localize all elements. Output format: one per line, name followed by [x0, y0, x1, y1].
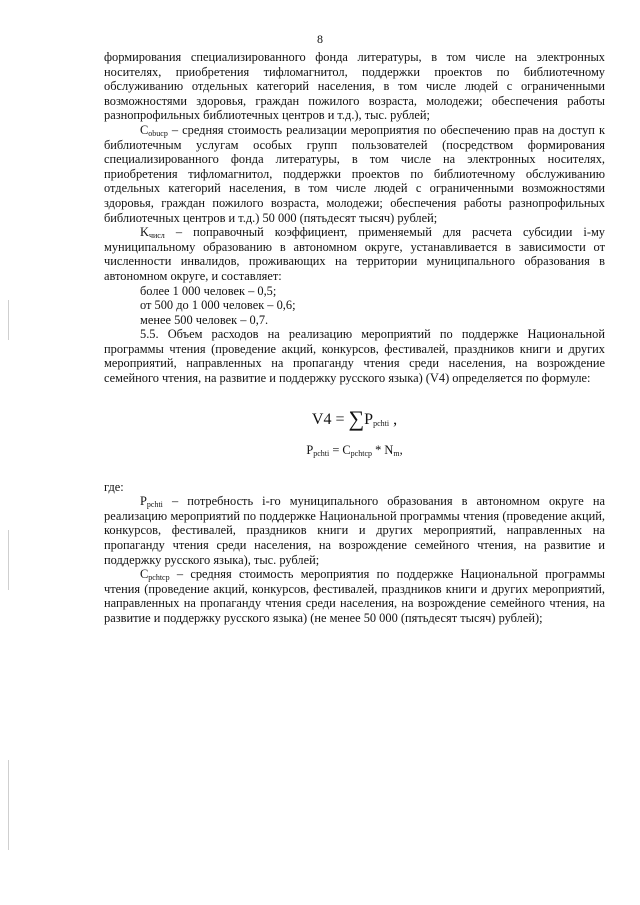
formula-subscript: pchti: [373, 418, 390, 428]
formula-p: P: [306, 442, 314, 457]
paragraph-ppchti-definition: [104, 494, 605, 567]
formula-symbol: P: [364, 410, 374, 428]
formula-ppchti: [104, 442, 605, 458]
symbol: P: [140, 494, 147, 509]
paragraph-section-5-5: 5.5. Объем расходов на реализацию мероприятий по поддержке Национальной программы чтения (проведение акций, конкурсов, фестивалей, праздников книги и других мероприятий, направленных на пропаганду чтения среди населения, на возрождение семейного чтения, на развитие и поддержку русского языка) (V4) определяется по формуле:: [104, 327, 605, 386]
symbol: C: [140, 122, 149, 137]
formula-n-subscript: m: [393, 448, 400, 458]
list-item: более 1 000 человек – 0,5;: [140, 283, 277, 298]
symbol-subscript: pchti: [146, 500, 163, 510]
coefficient-list: [104, 284, 605, 328]
formula-n: N: [384, 442, 394, 457]
formula-tail: ,: [399, 442, 403, 457]
formula-lhs: V4 =: [311, 410, 349, 428]
symbol: K: [140, 225, 149, 240]
scan-edge-mark: [8, 530, 9, 590]
sum-symbol: ∑: [348, 405, 365, 431]
document-body: [104, 50, 605, 626]
scan-edge-mark: [8, 300, 9, 340]
paragraph-kchisl-definition: [104, 225, 605, 283]
where-label: где:: [104, 479, 124, 494]
symbol: C: [140, 567, 149, 582]
formula-op: *: [372, 442, 385, 457]
formula-v4: [104, 406, 605, 432]
formula-tail: ,: [389, 410, 398, 428]
paragraph-cpchtcp-definition: [104, 567, 605, 625]
formula-c: C: [342, 442, 351, 457]
formula-p-subscript: pchti: [313, 448, 330, 458]
formula-eq: =: [329, 442, 343, 457]
formula-c-subscript: pchtcp: [350, 448, 372, 458]
symbol-subscript: obucp: [148, 128, 168, 138]
list-item: менее 500 человек – 0,7.: [140, 312, 269, 327]
definition-text: – средняя стоимость мероприятия по поддержке Национальной программы чтения (проведение акций, конкурсов, фестивалей, праздников книги и других мероприятий, направленных на пропаганду чтения среди населения, на возрождение семейного чтения, на развитие и поддержку русского языка) (не менее 50 000 (пятьдесят тысяч) рублей);: [104, 567, 605, 625]
definition-text: – средняя стоимость реализации мероприятия по обеспечению прав на доступ к библиотечным услугам особых групп пользователей (посредством формирования специализированного фонда литературы, в том числе на электронных носителях, приобретения тифломагнитол, поддержки проектов по библиотечному обслуживанию отдельных категорий населения, в том числе людей с ограниченными возможностями здоровья, граждан пожилого возраста, молодежи; обеспечения работы разнопрофильных библиотечных центров и т.д.) 50 000 (пятьдесят тысяч) рублей;: [104, 122, 605, 225]
definition-text: – поправочный коэффициент, применяемый для расчета субсидии i-му муниципальному образованию в автономном округе, устанавливается в зависимости от численности инвалидов, проживающих на территории муниципального образования в автономном округе, и составляет:: [104, 225, 605, 283]
symbol-subscript: pchtcp: [148, 573, 170, 583]
paragraph-cobucp-definition: [104, 123, 605, 225]
symbol-subscript: числ: [148, 231, 165, 241]
list-item: от 500 до 1 000 человек – 0,6;: [140, 298, 296, 313]
scan-edge-mark: [8, 760, 9, 850]
definition-text: – потребность i-го муниципального образования в автономном округе на реализацию мероприятий по поддержке Национальной программы чтения (проведение акций, конкурсов, фестивалей, праздников книги и других мероприятий, направленных на пропаганду чтения среди населения, на возрождение семейного чтения, на развитие и поддержку русского языка), тыс. рублей;: [104, 494, 605, 567]
paragraph-continuation: формирования специализированного фонда литературы, в том числе на электронных носителях, приобретения тифломагнитол, поддержки проектов по библиотечному обслуживанию отдельных категорий населения, в том числе людей с ограниченными возможностями здоровья, граждан пожилого возраста, молодежи; обеспечения работы разнопрофильных библиотечных центров и т.д.), тыс. рублей;: [104, 50, 605, 123]
page-number: 8: [317, 32, 323, 46]
spacer: [104, 458, 605, 480]
